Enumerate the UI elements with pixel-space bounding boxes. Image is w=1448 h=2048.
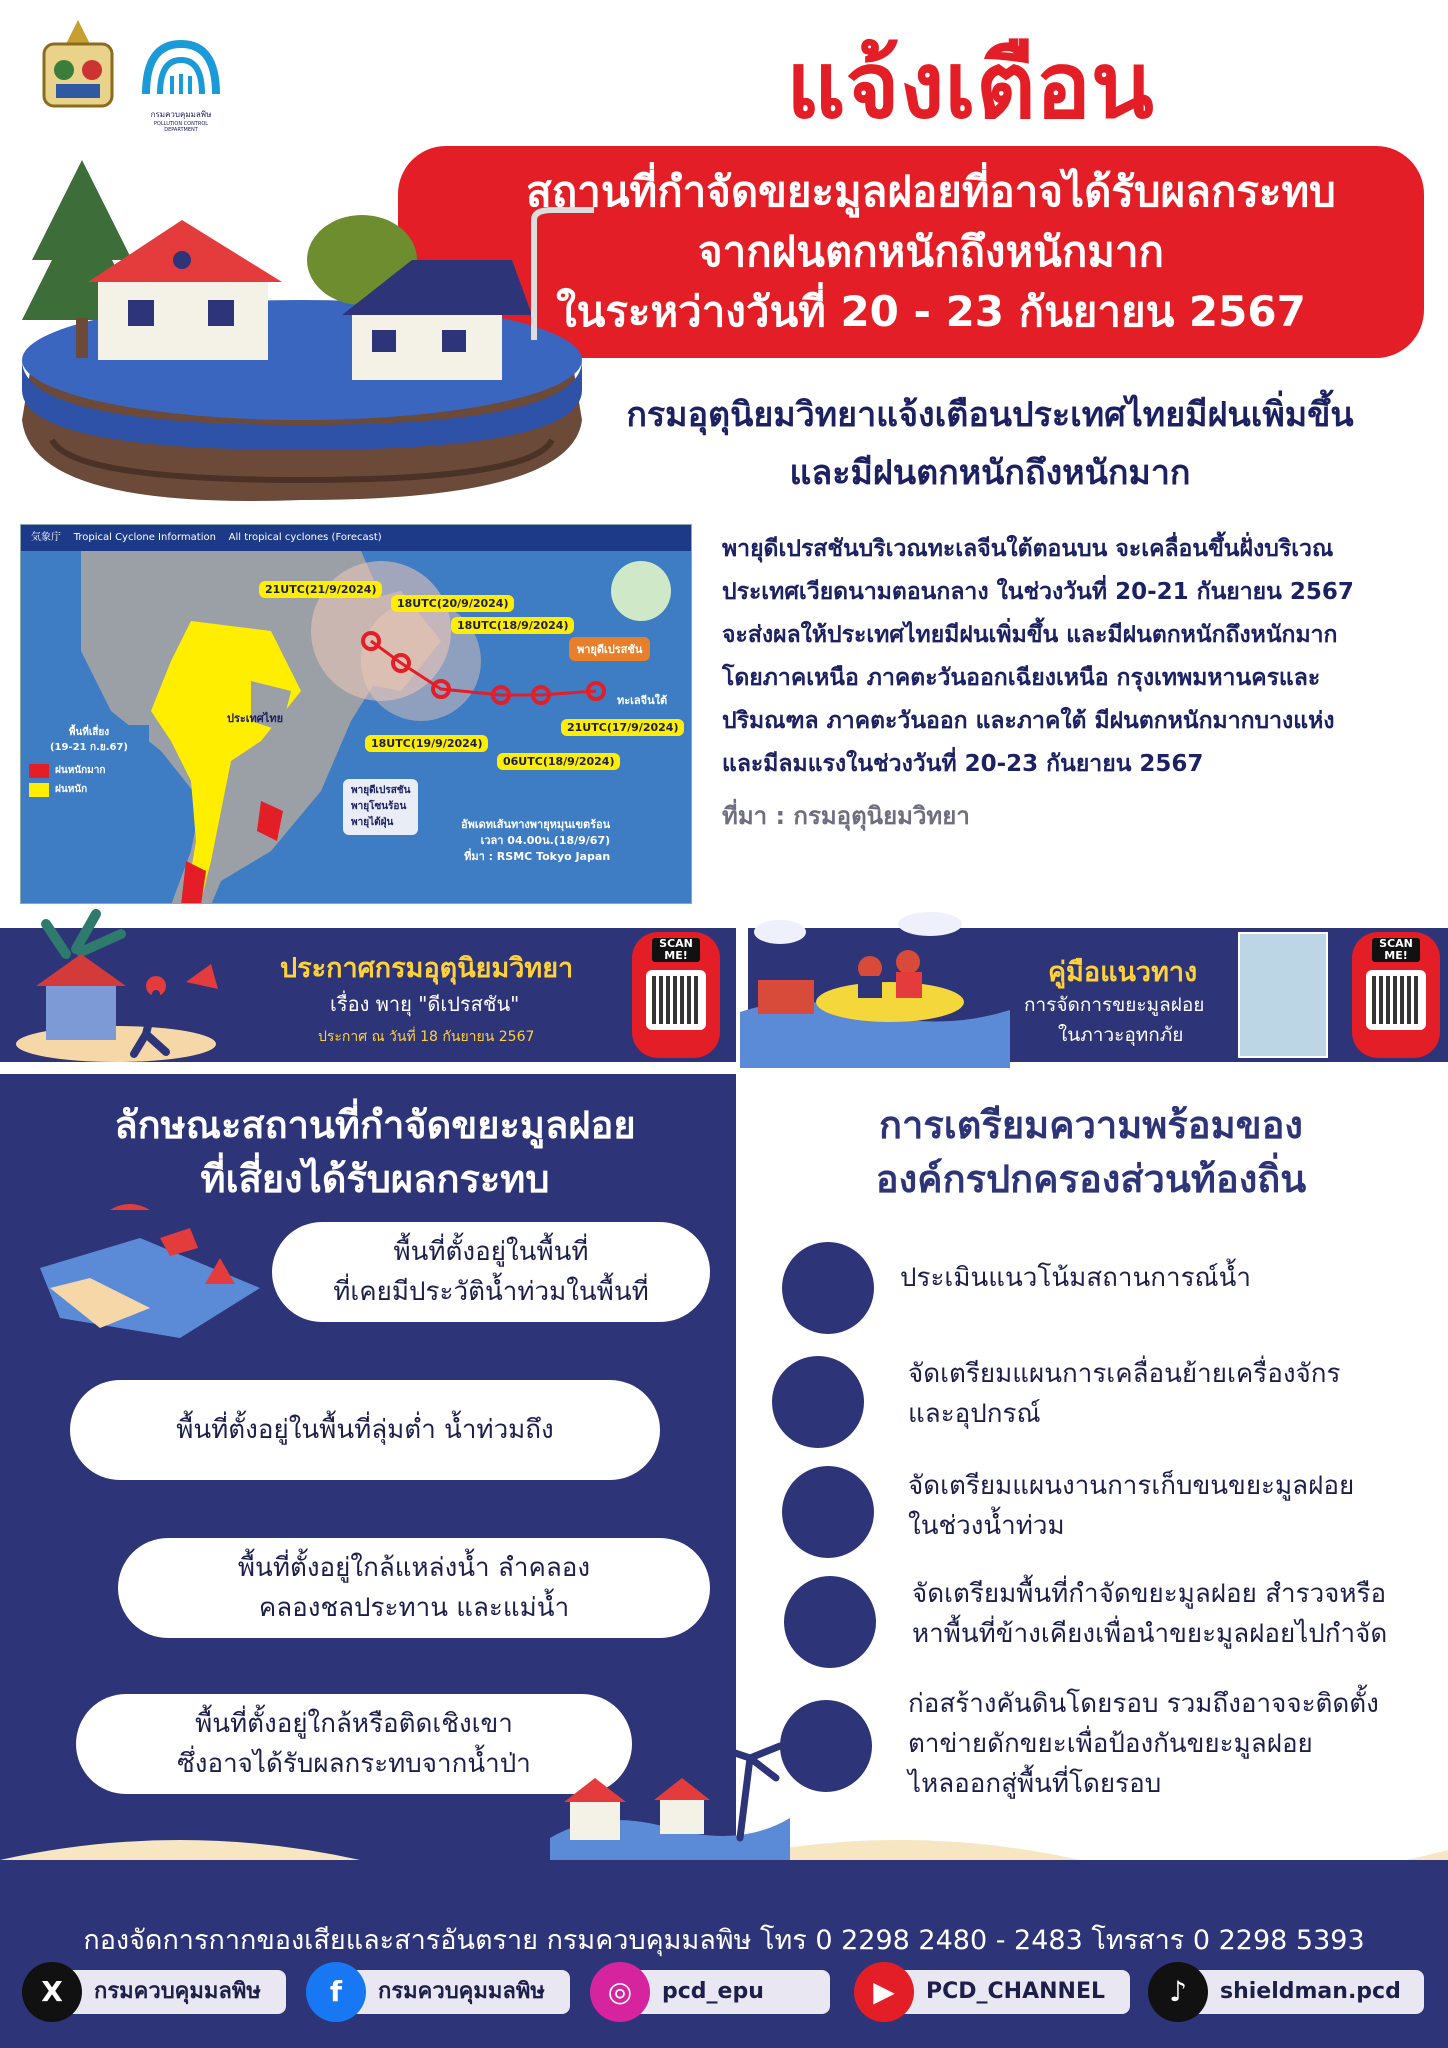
preparedness-panel [736, 1074, 1448, 1894]
prep-item-line: และอุปกรณ์ [908, 1399, 1041, 1429]
scan-me-tag: SCAN ME! [652, 938, 700, 962]
survey-team-icon [784, 1576, 876, 1668]
storm-person-illustration [6, 894, 246, 1064]
flood-debris-illustration [30, 1198, 270, 1348]
prep-item-line: ตาข่ายดักขยะเพื่อป้องกันขยะมูลฝอย [908, 1729, 1313, 1759]
headline: แจ้งเตือน [786, 32, 1154, 139]
legend-yellow-swatch [29, 783, 49, 797]
legend-yellow-label: ฝนหนัก [55, 784, 88, 795]
rescue-boat-illustration [740, 892, 1010, 1068]
risk-item-line: ที่เคยมีประวัติน้ำท่วมในพื้นที่ [333, 1277, 649, 1307]
symbol-depression: พายุดีเปรสชัน [351, 785, 411, 796]
prep-item-2 [908, 1354, 1340, 1434]
story-line: จะส่งผลให้ประเทศไทยมีฝนเพิ่มขึ้น และมีฝนตกหนักถึงหนักมาก [722, 622, 1338, 648]
risk-title-line-1: ลักษณะสถานที่กำจัดขยะมูลฝอย [114, 1103, 636, 1147]
scan-me-tag: SCAN ME! [1372, 938, 1420, 962]
risk-item-1 [272, 1222, 710, 1322]
team-meeting-icon [782, 1466, 874, 1558]
right-banner-sub-2: ในภาวะอุทกภัย [1058, 1024, 1184, 1046]
legend-red-label: ฝนหนักมาก [55, 765, 106, 776]
map-update-note [461, 817, 610, 865]
instagram-icon: ◎ [590, 1962, 650, 2022]
map-label-thailand: ประเทศไทย [227, 712, 284, 725]
risk-item-line: ซึ่งอาจได้รับผลกระทบจากน้ำป่า [177, 1749, 531, 1779]
risk-item-line: พื้นที่ตั้งอยู่ในพื้นที่ลุ่มต่ำ น้ำท่วมถึง [176, 1415, 554, 1445]
social-facebook-label: กรมควบคุมมลพิษ [378, 1979, 545, 2004]
qr-code[interactable] [646, 970, 706, 1030]
map-label-sea: ทะเลจีนใต้ [617, 694, 668, 707]
toolbar-all[interactable]: All tropical cyclones (Forecast) [228, 532, 382, 543]
story-line: โดยภาคเหนือ ภาคตะวันออกเฉียงเหนือ กรุงเทพมหานครและ [722, 665, 1321, 691]
social-tiktok[interactable] [1156, 1970, 1424, 2014]
risk-item-line: คลองชลประทาน และแม่น้ำ [258, 1593, 570, 1623]
legend-dates: (19-21 ก.ย.67) [49, 742, 129, 753]
prep-title [746, 1098, 1436, 1206]
risk-item-line: พื้นที่ตั้งอยู่ในพื้นที่ [393, 1237, 589, 1267]
subtitle-line-3: ในระหว่างวันที่ 20 - 23 กันยายน 2567 [556, 287, 1306, 336]
prep-item-line: จัดเตรียมพื้นที่กำจัดขยะมูลฝอย สำรวจหรือ [912, 1579, 1387, 1609]
tmd-announcement-banner[interactable] [0, 928, 736, 1062]
story-line: พายุดีเปรสชันบริเวณทะเลจีนใต้ตอนบน จะเคลื่อนขึ้นฝั่งบริเวณ [722, 536, 1334, 562]
prep-item-line: หาพื้นที่ข้างเคียงเพื่อนำขยะมูลฝอยไปกำจัด [912, 1619, 1388, 1649]
social-youtube[interactable] [862, 1970, 1130, 2014]
tmd-heading-line-1: กรมอุตุนิยมวิทยาแจ้งเตือนประเทศไทยมีฝนเพิ่มขึ้น [626, 395, 1354, 435]
storm-track-map [20, 524, 692, 904]
subtitle-line-2: จากฝนตกหนักถึงหนักมาก [698, 227, 1164, 276]
update-line-3: ที่มา : RSMC Tokyo Japan [464, 850, 611, 863]
prep-item-line: จัดเตรียมแผนงานการเก็บขนขยะมูลฝอย [908, 1471, 1355, 1501]
toolbar-jma: 気象庁 [31, 532, 61, 543]
map-label-21utc-17: 21UTC(17/9/2024) [561, 719, 684, 736]
map-label-18utc-19: 18UTC(19/9/2024) [365, 735, 488, 752]
youtube-icon: ▶ [854, 1962, 914, 2022]
storm-description [722, 528, 1418, 786]
prep-title-line-1: การเตรียมความพร้อมของ [879, 1103, 1303, 1147]
update-line-2: เวลา 04.00น.(18/9/67) [480, 834, 611, 847]
prep-item-3 [908, 1466, 1354, 1546]
left-banner-subject: เรื่อง พายุ "ดีเปรสชัน" [330, 992, 520, 1016]
flood-houses-illustration [12, 150, 594, 510]
map-symbol-legend [343, 779, 418, 835]
map-label-06utc-18: 06UTC(18/9/2024) [497, 753, 620, 770]
map-label-18utc-20: 18UTC(20/9/2024) [391, 595, 514, 612]
tmd-heading-line-2: และมีฝนตกหนักถึงหนักมาก [789, 453, 1191, 493]
tiktok-icon: ♪ [1148, 1962, 1208, 2022]
update-line-1: อัพเดทเส้นทางพายุหมุนเขตร้อน [461, 818, 611, 831]
risk-title-line-2: ที่เสี่ยงได้รับผลกระทบ [200, 1157, 550, 1201]
manual-banner[interactable] [748, 928, 1448, 1062]
prep-item-line: ประเมินแนวโน้มสถานการณ์น้ำ [900, 1263, 1252, 1293]
logo-text-th: กรมควบคุมมลพิษ [150, 110, 212, 119]
map-label-18utc-18: 18UTC(18/9/2024) [451, 617, 574, 634]
left-banner-title: ประกาศกรมอุตุนิยมวิทยา [280, 953, 574, 984]
prep-item-line: ในช่วงน้ำท่วม [908, 1511, 1065, 1541]
risk-item-3 [118, 1538, 710, 1638]
risk-title [40, 1098, 710, 1206]
map-label-21utc-21: 21UTC(21/9/2024) [259, 581, 382, 598]
prep-item-4 [912, 1574, 1387, 1654]
manual-cover-thumbnail[interactable] [1238, 932, 1328, 1058]
social-x-label: กรมควบคุมมลพิษ [94, 1979, 261, 2004]
scan-me-qr-left[interactable] [632, 932, 720, 1058]
social-instagram-label: pcd_epu [662, 1979, 764, 2004]
map-toolbar [21, 525, 692, 551]
pcd-logo [138, 36, 224, 133]
person-tablet-icon [782, 1242, 874, 1334]
subtitle-line-1: สถานที่กำจัดขยะมูลฝอยที่อาจได้รับผลกระทบ [526, 167, 1336, 216]
prep-item-5 [908, 1684, 1379, 1804]
right-banner-sub-1: การจัดการขยะมูลฝอย [1024, 994, 1205, 1016]
qr-code[interactable] [1366, 970, 1426, 1030]
source-note: ที่มา : กรมอุตุนิยมวิทยา [722, 802, 970, 830]
map-risk-legend [29, 725, 149, 801]
social-x[interactable] [30, 1970, 286, 2014]
tmd-heading [560, 386, 1420, 502]
story-line: ปริมณฑล ภาคตะวันออก และภาคใต้ มีฝนตกหนักมากบางแห่ง [722, 708, 1335, 734]
prep-item-line: จัดเตรียมแผนการเคลื่อนย้ายเครื่องจักร [908, 1359, 1341, 1389]
emblem-logo [30, 18, 126, 120]
social-facebook[interactable] [314, 1970, 570, 2014]
social-tiktok-label: shieldman.pcd [1220, 1979, 1401, 2004]
prep-item-1 [900, 1258, 1251, 1298]
risk-item-line: พื้นที่ตั้งอยู่ใกล้แหล่งน้ำ ลำคลอง [237, 1553, 591, 1583]
map-label-storm: พายุดีเปรสชัน [569, 637, 650, 661]
prep-item-line: ก่อสร้างคันดินโดยรอบ รวมถึงอาจจะติดตั้ง [908, 1689, 1379, 1719]
symbol-tropical-storm: พายุโซนร้อน [351, 801, 407, 812]
risk-item-line: พื้นที่ตั้งอยู่ใกล้หรือติดเชิงเขา [195, 1709, 513, 1739]
scan-me-qr-right[interactable] [1352, 932, 1440, 1058]
right-banner-title: คู่มือแนวทาง [1048, 957, 1198, 988]
facebook-icon: f [306, 1962, 366, 2022]
people-discussing-icon [772, 1356, 864, 1448]
risk-item-2 [70, 1380, 660, 1480]
story-line: และมีลมแรงในช่วงวันที่ 20-23 กันยายน 2567 [722, 751, 1204, 777]
symbol-typhoon: พายุไต้ฝุ่น [351, 817, 394, 828]
contact-info: กองจัดการกากของเสียและสารอันตราย กรมควบคุมมลพิษ โทร 0 2298 2480 - 2483 โทรสาร 0 2298 5393 [83, 1925, 1365, 1956]
social-youtube-label: PCD_CHANNEL [926, 1979, 1105, 2004]
story-line: ประเทศเวียดนามตอนกลาง ในช่วงวันที่ 20-21 กันยายน 2567 [722, 579, 1354, 605]
legend-red-swatch [29, 764, 49, 778]
left-banner-date: ประกาศ ณ วันที่ 18 กันยายน 2567 [318, 1029, 535, 1045]
prep-item-line: ไหลออกสู่พื้นที่โดยรอบ [908, 1769, 1162, 1799]
toolbar-tci[interactable]: Tropical Cyclone Information [73, 532, 216, 543]
x-icon: X [22, 1962, 82, 2022]
logo-text-en: POLLUTION CONTROL DEPARTMENT [153, 121, 209, 133]
legend-title: พื้นที่เสี่ยง [68, 727, 110, 738]
prep-title-line-2: องค์กรปกครองส่วนท้องถิ่น [875, 1157, 1307, 1201]
social-instagram[interactable] [598, 1970, 830, 2014]
